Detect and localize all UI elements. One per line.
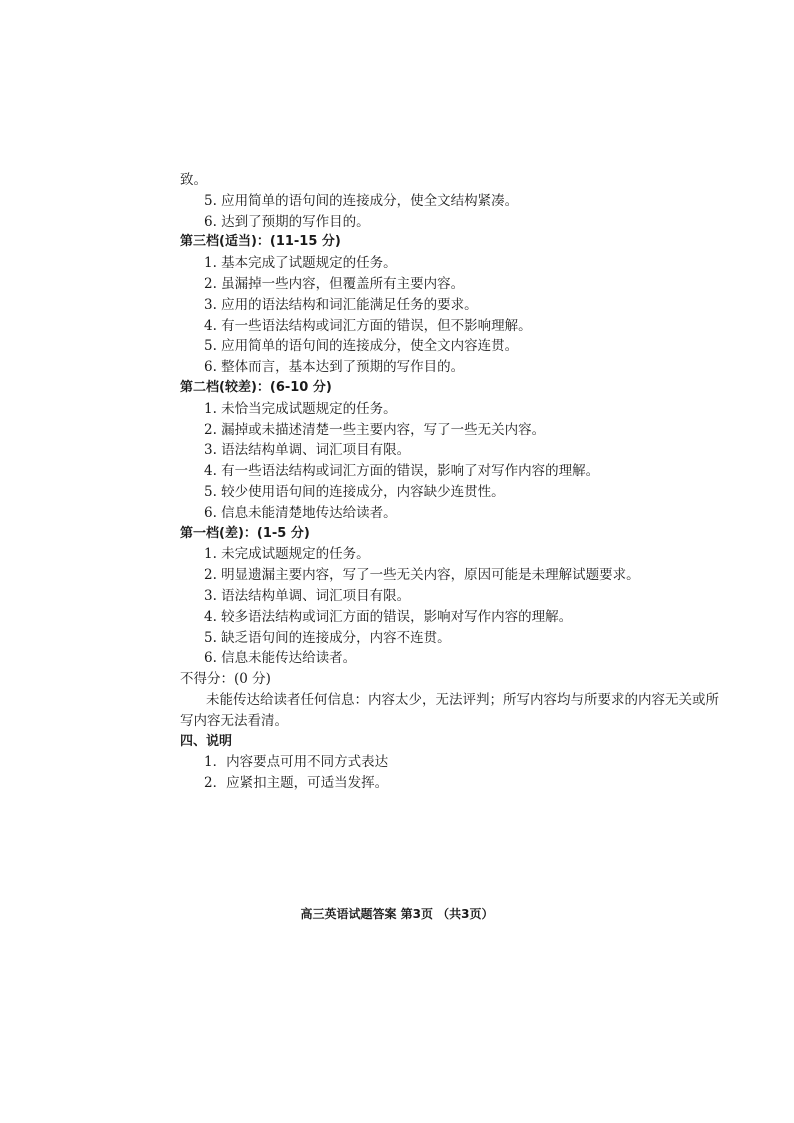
list-item: 5. 应用简单的语句间的连接成分，使全文内容连贯。 [204,338,519,355]
list-item: 1．内容要点可用不同方式表达 [204,754,389,771]
list-item: 4. 有一些语法结构或词汇方面的错误，影响了对写作内容的理解。 [204,463,600,480]
list-item: 2. 漏掉或未描述清楚一些主要内容，写了一些无关内容。 [204,421,546,438]
paragraph-line: 未能传达给读者任何信息：内容太少，无法评判；所写内容均与所要求的内容无关或所 [206,691,719,708]
list-item: 2．应紧扣主题，可适当发挥。 [204,775,389,792]
list-item: 1. 未完成试题规定的任务。 [204,546,370,563]
section-heading-notes: 四、说明 [180,733,233,749]
list-item: 3. 语法结构单调、词汇项目有限。 [204,587,411,604]
zero-score-label: 不得分：(0 分) [180,671,271,688]
paragraph-line: 写内容无法看清。 [180,712,288,729]
list-item: 6. 信息未能传达给读者。 [204,650,357,667]
list-item: 5. 较少使用语句间的连接成分，内容缺少连贯性。 [204,483,505,500]
list-item: 2. 明显遗漏主要内容，写了一些无关内容，原因可能是未理解试题要求。 [204,567,640,584]
list-item: 3. 语法结构单调、词汇项目有限。 [204,442,411,459]
list-item: 2. 虽漏掉一些内容，但覆盖所有主要内容。 [204,275,465,292]
list-item: 6. 达到了预期的写作目的。 [204,213,370,230]
section-heading-level-2: 第二档(较差)：(6-10 分) [180,379,332,395]
list-item: 5. 应用简单的语句间的连接成分，使全文结构紧凑。 [204,192,519,209]
list-item: 1. 未恰当完成试题规定的任务。 [204,400,397,417]
document-body [180,170,720,794]
list-item: 6. 信息未能清楚地传达给读者。 [204,504,397,521]
text-line: 致。 [180,172,207,188]
page-footer: 高三英语试题答案 第3页 （共3页） [300,907,494,921]
list-item: 4. 有一些语法结构或词汇方面的错误，但不影响理解。 [204,317,532,334]
section-heading-level-3: 第三档(适当)：(11-15 分) [180,234,341,250]
section-heading-level-1: 第一档(差)：(1-5 分) [180,525,310,541]
list-item: 1. 基本完成了试题规定的任务。 [204,255,397,272]
list-item: 4. 较多语法结构或词汇方面的错误，影响对写作内容的理解。 [204,608,573,625]
list-item: 3. 应用的语法结构和词汇能满足任务的要求。 [204,296,478,313]
list-item: 5. 缺乏语句间的连接成分，内容不连贯。 [204,629,451,646]
list-item: 6. 整体而言，基本达到了预期的写作目的。 [204,359,465,376]
